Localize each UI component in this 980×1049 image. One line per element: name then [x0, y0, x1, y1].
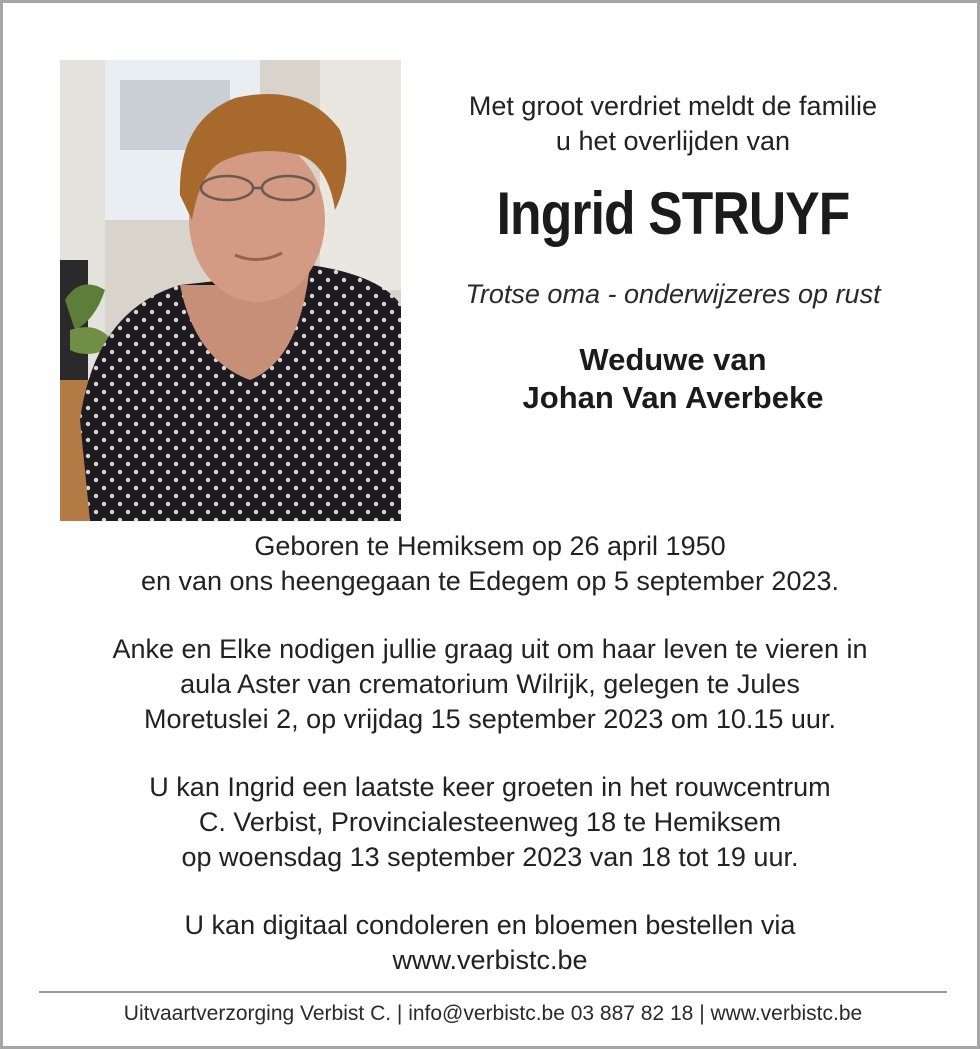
visit-line-1: U kan Ingrid een laatste keer groeten in het rouwcentrum	[149, 772, 831, 802]
intro-line-2: u het overlijden van	[555, 126, 791, 156]
visit-line-3: op woensdag 13 september 2023 van 18 tot 19 uur.	[181, 842, 799, 872]
condolence-paragraph	[33, 908, 947, 978]
visit-line-2: C. Verbist, Provincialesteenweg 18 te Hemiksem	[198, 807, 782, 837]
ceremony-line-3: Moretuslei 2, op vrijdag 15 september 2023 om 10.15 uur.	[144, 704, 836, 734]
footer-divider	[39, 991, 947, 993]
portrait-photo	[60, 60, 401, 521]
birth-line-1: Geboren te Hemiksem op 26 april 1950	[254, 531, 726, 561]
ceremony-paragraph	[33, 632, 947, 737]
deceased-name: Ingrid STRUYF	[496, 180, 850, 247]
condolence-link[interactable]: www.verbistc.be	[392, 945, 588, 975]
intro-text	[423, 89, 923, 159]
widow-line-1: Weduwe van	[579, 342, 767, 377]
birth-death-paragraph	[33, 529, 947, 599]
condolence-line-1: U kan digitaal condoleren en bloemen bestellen via	[184, 910, 796, 940]
ceremony-line-1: Anke en Elke nodigen jullie graag uit om haar leven te vieren in	[112, 634, 868, 664]
intro-line-1: Met groot verdriet meldt de familie	[468, 91, 878, 121]
footer-contact: Uitvaartverzorging Verbist C. | info@verbistc.be 03 887 82 18 | www.verbistc.be	[123, 1002, 863, 1025]
birth-line-2: en van ons heengegaan te Edegem op 5 september 2023.	[140, 566, 840, 596]
widow-line-2: Johan Van Averbeke	[522, 380, 824, 415]
ceremony-line-2: aula Aster van crematorium Wilrijk, gelegen te Jules	[180, 669, 800, 699]
widow-text	[423, 341, 923, 417]
details-block	[33, 529, 947, 978]
visitation-paragraph	[33, 770, 947, 875]
tagline: Trotse oma - onderwijzeres op rust	[465, 279, 881, 309]
announcement-block	[423, 89, 923, 417]
